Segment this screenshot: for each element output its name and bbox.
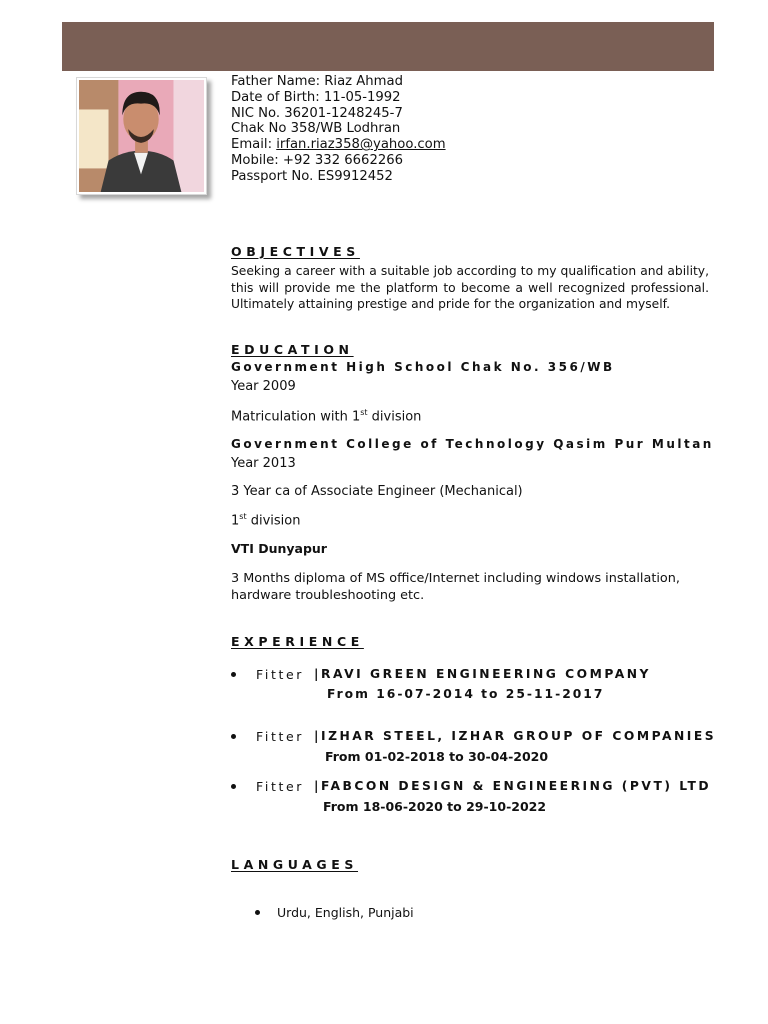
languages-section (231, 857, 709, 873)
bullet-icon (231, 784, 236, 789)
school-2-result-post: division (246, 513, 301, 529)
experience-company: |IZHAR STEEL, IZHAR GROUP OF COMPANIES (314, 729, 717, 743)
experience-role: Fitter (256, 779, 304, 794)
bullet-icon (231, 734, 236, 739)
school-2-course: 3 Year ca of Associate Engineer (Mechanical) (231, 484, 523, 499)
profile-photo (76, 77, 207, 195)
father-name: Father Name: Riaz Ahmad (231, 74, 403, 89)
school-2-year: Year 2013 (231, 456, 296, 471)
passport-number: Passport No. ES9912452 (231, 168, 393, 184)
school-2-result-sup: st (239, 512, 247, 521)
school-1-result-sup: st (360, 408, 368, 417)
school-2-name: Government College of Technology Qasim Pur Multan (231, 437, 714, 451)
languages-title: LANGUAGES (231, 857, 359, 872)
bullet-icon (255, 910, 260, 915)
mobile-number: Mobile: +92 332 6662266 (231, 152, 404, 168)
education-section (231, 342, 709, 358)
date-of-birth: Date of Birth: 11-05-1992 (231, 89, 401, 105)
school-1-result-pre: Matriculation with 1 (231, 409, 361, 425)
school-3-name: VTI Dunyapur (231, 541, 327, 556)
experience-role: Fitter (256, 729, 304, 744)
email-label: Email: (231, 137, 277, 153)
address: Chak No 358/WB Lodhran (231, 121, 401, 137)
header-bar (62, 22, 714, 71)
experience-dates: From 16-07-2014 to 25-11-2017 (327, 687, 605, 701)
experience-dates: From 18-06-2020 to 29-10-2022 (323, 799, 547, 814)
school-1-result (231, 408, 709, 424)
school-2-result (231, 512, 709, 528)
experience-dates: From 01-02-2018 to 30-04-2020 (325, 749, 549, 764)
bullet-icon (231, 672, 236, 677)
school-2-result-pre: 1 (231, 513, 240, 529)
profile-photo-image (79, 80, 204, 192)
email-link[interactable]: irfan.riaz358@yahoo.com (276, 137, 446, 153)
school-1-result-post: division (367, 409, 422, 425)
email-row (231, 137, 531, 153)
school-3-course: 3 Months diploma of MS office/Internet including windows installation, hardware troubleshooting etc. (231, 571, 680, 603)
experience-company: |RAVI GREEN ENGINEERING COMPANY (314, 667, 651, 681)
language-text: Urdu, English, Punjabi (277, 905, 414, 920)
experience-title: EXPERIENCE (231, 634, 364, 649)
education-title: EDUCATION (231, 342, 354, 357)
school-1-name: Government High School Chak No. 356/WB (231, 360, 615, 374)
objectives-text: Seeking a career with a suitable job according to my qualification and ability, this will provide me the platform to become a well recognized professional. Ultimately attaining prestige and pride for the organization and myself. (231, 264, 709, 311)
objectives-section (231, 244, 709, 313)
nic-number: NIC No. 36201-1248245-7 (231, 105, 403, 121)
objectives-title: OBJECTIVES (231, 244, 360, 259)
school-1-year: Year 2009 (231, 379, 296, 394)
experience-role: Fitter (256, 667, 304, 682)
personal-details (231, 74, 531, 185)
experience-company: |FABCON DESIGN & ENGINEERING (PVT) LTD (314, 779, 712, 793)
experience-section (231, 634, 709, 650)
